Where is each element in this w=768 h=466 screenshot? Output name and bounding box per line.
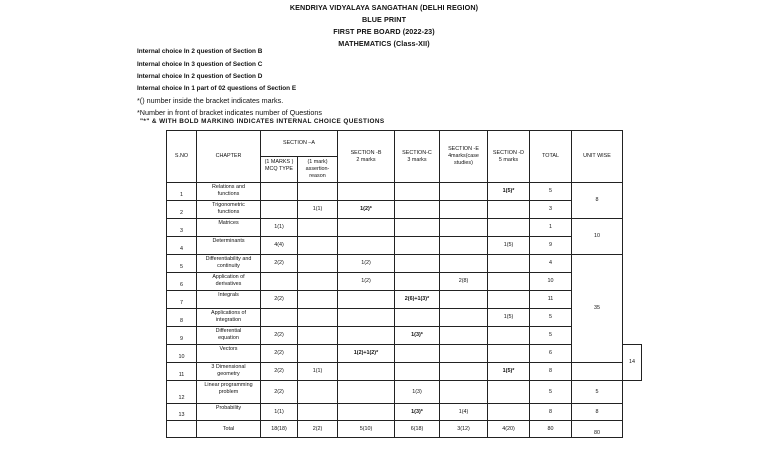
- cell-total: 5: [530, 381, 572, 404]
- cell-total: 11: [530, 291, 572, 309]
- cell-e: [440, 219, 488, 237]
- col-header-assertion: (1 mark) assertion- reason: [298, 157, 338, 183]
- cell-ar: [298, 255, 338, 273]
- total-d: 4(20): [488, 421, 530, 438]
- total-b: 5(10): [338, 421, 395, 438]
- cell-c: [395, 201, 440, 219]
- cell-unit-wise: 35: [572, 255, 623, 363]
- cell-total: 5: [530, 309, 572, 327]
- cell-b: [338, 327, 395, 345]
- total-total: 80: [530, 421, 572, 438]
- cell-sno: 5: [167, 255, 197, 273]
- cell-e: [440, 309, 488, 327]
- header-org: KENDRIYA VIDYALAYA SANGATHAN (DELHI REGION): [289, 3, 479, 12]
- note-item: Internal choice In 1 part of 02 questions of Section E: [137, 85, 297, 92]
- total-e: 3(12): [440, 421, 488, 438]
- cell-sno: 11: [167, 363, 197, 381]
- cell-d: [488, 381, 530, 404]
- cell-total: 5: [530, 183, 572, 201]
- cell-ar: [298, 183, 338, 201]
- total-unit: 80: [572, 421, 623, 438]
- blueprint-table: [166, 130, 642, 438]
- cell-ar: 1(1): [298, 363, 338, 381]
- col-header-section-e: SECTION -E 4marks(case studies): [440, 131, 488, 183]
- col-header-section-b: SECTION -B 2 marks: [338, 131, 395, 183]
- cell-d: 1(5): [488, 237, 530, 255]
- cell-b: [338, 237, 395, 255]
- cell-e: [440, 327, 488, 345]
- cell-total: 8: [530, 363, 572, 381]
- note-item: "*" & WITH BOLD MARKING INDICATES INTERNAL CHOICE QUESTIONS: [140, 118, 385, 125]
- total-mcq: 18(18): [261, 421, 298, 438]
- col-header-section-c: SECTION-C 3 marks: [395, 131, 440, 183]
- cell-chapter: Probability: [197, 404, 261, 421]
- cell-total: 5: [530, 327, 572, 345]
- cell-b: 1(2)+1(2)*: [338, 345, 395, 363]
- cell-chapter: Vectors: [197, 345, 261, 363]
- cell-b: [338, 183, 395, 201]
- cell-ar: [298, 327, 338, 345]
- cell-e: [440, 255, 488, 273]
- cell-b: 1(2)*: [338, 201, 395, 219]
- total-label: Total: [197, 421, 261, 438]
- cell-total: 3: [530, 201, 572, 219]
- cell-d: [488, 345, 530, 363]
- table-row: [167, 273, 642, 291]
- cell-chapter: Linear programming problem: [197, 381, 261, 404]
- cell-c: [395, 345, 440, 363]
- cell-sno: 1: [167, 183, 197, 201]
- col-header-section-a: SECTION –A: [261, 131, 338, 157]
- table-body: [167, 183, 642, 438]
- cell-b: [338, 404, 395, 421]
- cell-ar: [298, 273, 338, 291]
- col-header-total: TOTAL: [530, 131, 572, 183]
- cell-e: [440, 183, 488, 201]
- cell-c: [395, 255, 440, 273]
- cell-sno: 8: [167, 309, 197, 327]
- cell-ar: [298, 381, 338, 404]
- cell-unit-wise: 14: [623, 345, 642, 381]
- cell-b: [338, 291, 395, 309]
- cell-sno: 9: [167, 327, 197, 345]
- cell-b: 1(2): [338, 273, 395, 291]
- cell-sno: 12: [167, 381, 197, 404]
- col-header-unit-wise: UNIT WISE: [572, 131, 623, 183]
- cell-c: [395, 183, 440, 201]
- cell-sno: 6: [167, 273, 197, 291]
- cell-mcq: 2(2): [261, 255, 298, 273]
- cell-ar: [298, 345, 338, 363]
- cell-ar: 1(1): [298, 201, 338, 219]
- note-item: *() number inside the bracket indicates marks.: [137, 96, 284, 105]
- cell-chapter: Differential equation: [197, 327, 261, 345]
- cell-e: [440, 291, 488, 309]
- header-row: [167, 131, 642, 157]
- cell-d: 1(5)*: [488, 183, 530, 201]
- cell-ar: [298, 404, 338, 421]
- table-row: [167, 237, 642, 255]
- cell-c: [395, 219, 440, 237]
- cell-sno: 3: [167, 219, 197, 237]
- cell-total: 10: [530, 273, 572, 291]
- cell-chapter: Determinants: [197, 237, 261, 255]
- cell-c: [395, 309, 440, 327]
- cell-chapter: Applications of integration: [197, 309, 261, 327]
- cell-chapter: Trigonometric functions: [197, 201, 261, 219]
- cell-b: [338, 309, 395, 327]
- cell-d: 1(5)*: [488, 363, 530, 381]
- total-ar: 2(2): [298, 421, 338, 438]
- col-header-sno: S.NO: [167, 131, 197, 183]
- cell-e: [440, 345, 488, 363]
- note-item: Internal choice In 2 question of Section B: [137, 48, 263, 55]
- cell-chapter: 3 Dimensional geometry: [197, 363, 261, 381]
- cell-ar: [298, 291, 338, 309]
- cell-mcq: [261, 273, 298, 291]
- cell-mcq: 4(4): [261, 237, 298, 255]
- table-row: [167, 255, 642, 273]
- cell-b: 1(2): [338, 255, 395, 273]
- cell-mcq: 1(1): [261, 404, 298, 421]
- cell-c: 2(6)+1(3)*: [395, 291, 440, 309]
- cell-sno: 13: [167, 404, 197, 421]
- cell-d: [488, 327, 530, 345]
- cell-ar: [298, 309, 338, 327]
- total-c: 6(18): [395, 421, 440, 438]
- table-row: [167, 345, 642, 363]
- total-row: [167, 421, 642, 438]
- cell-sno: 10: [167, 345, 197, 363]
- cell-mcq: 2(2): [261, 363, 298, 381]
- cell-d: [488, 255, 530, 273]
- cell-e: [440, 237, 488, 255]
- cell-d: [488, 219, 530, 237]
- total-spacer: [167, 421, 197, 438]
- cell-chapter: Application of derivatives: [197, 273, 261, 291]
- cell-unit-wise: 8: [572, 404, 623, 421]
- col-header-section-d: SECTION -D 5 marks: [488, 131, 530, 183]
- header-exam: FIRST PRE BOARD (2022-23): [333, 27, 435, 36]
- cell-c: [395, 273, 440, 291]
- cell-total: 1: [530, 219, 572, 237]
- cell-chapter: Relations and functions: [197, 183, 261, 201]
- cell-sno: 2: [167, 201, 197, 219]
- cell-unit-wise: 5: [572, 381, 623, 404]
- cell-total: 4: [530, 255, 572, 273]
- cell-chapter: Differentiability and continuity: [197, 255, 261, 273]
- cell-ar: [298, 237, 338, 255]
- cell-mcq: [261, 309, 298, 327]
- cell-c: [395, 237, 440, 255]
- cell-c: 1(3): [395, 381, 440, 404]
- cell-unit-wise: 8: [572, 183, 623, 219]
- table-row: [167, 219, 642, 237]
- table-row: [167, 309, 642, 327]
- cell-mcq: 1(1): [261, 219, 298, 237]
- table-row: [167, 381, 642, 404]
- cell-e: [440, 363, 488, 381]
- table-row: [167, 291, 642, 309]
- cell-ar: [298, 219, 338, 237]
- col-header-chapter: CHAPTER: [197, 131, 261, 183]
- cell-mcq: 2(2): [261, 381, 298, 404]
- cell-c: 1(3)*: [395, 327, 440, 345]
- cell-mcq: 2(2): [261, 291, 298, 309]
- cell-total: 6: [530, 345, 572, 363]
- table-row: [167, 201, 642, 219]
- cell-d: [488, 273, 530, 291]
- cell-mcq: [261, 201, 298, 219]
- cell-c: 1(3)*: [395, 404, 440, 421]
- col-header-mcq: (1 MARKS ) MCQ TYPE: [261, 157, 298, 183]
- cell-total: 9: [530, 237, 572, 255]
- cell-d: [488, 201, 530, 219]
- cell-mcq: 2(2): [261, 345, 298, 363]
- cell-total: 8: [530, 404, 572, 421]
- cell-sno: 4: [167, 237, 197, 255]
- cell-e: 2(8): [440, 273, 488, 291]
- cell-d: [488, 291, 530, 309]
- cell-mcq: 2(2): [261, 327, 298, 345]
- cell-b: [338, 219, 395, 237]
- cell-e: 1(4): [440, 404, 488, 421]
- note-item: Internal choice In 3 question of Section C: [137, 61, 263, 68]
- cell-c: [395, 363, 440, 381]
- table-row: [167, 183, 642, 201]
- header-subject: MATHEMATICS (Class-XII): [338, 39, 430, 48]
- cell-chapter: Integrals: [197, 291, 261, 309]
- note-item: *Number in front of bracket indicates number of Questions: [137, 108, 322, 117]
- cell-mcq: [261, 183, 298, 201]
- cell-d: 1(5): [488, 309, 530, 327]
- cell-d: [488, 404, 530, 421]
- note-item: Internal choice In 2 question of Section D: [137, 73, 263, 80]
- cell-b: [338, 363, 395, 381]
- cell-e: [440, 381, 488, 404]
- cell-b: [338, 381, 395, 404]
- cell-e: [440, 201, 488, 219]
- cell-chapter: Matrices: [197, 219, 261, 237]
- cell-sno: 7: [167, 291, 197, 309]
- cell-unit-wise: 10: [572, 219, 623, 255]
- table-row: [167, 363, 642, 381]
- table-row: [167, 327, 642, 345]
- header-blueprint: BLUE PRINT: [361, 15, 407, 24]
- table-row: [167, 404, 642, 421]
